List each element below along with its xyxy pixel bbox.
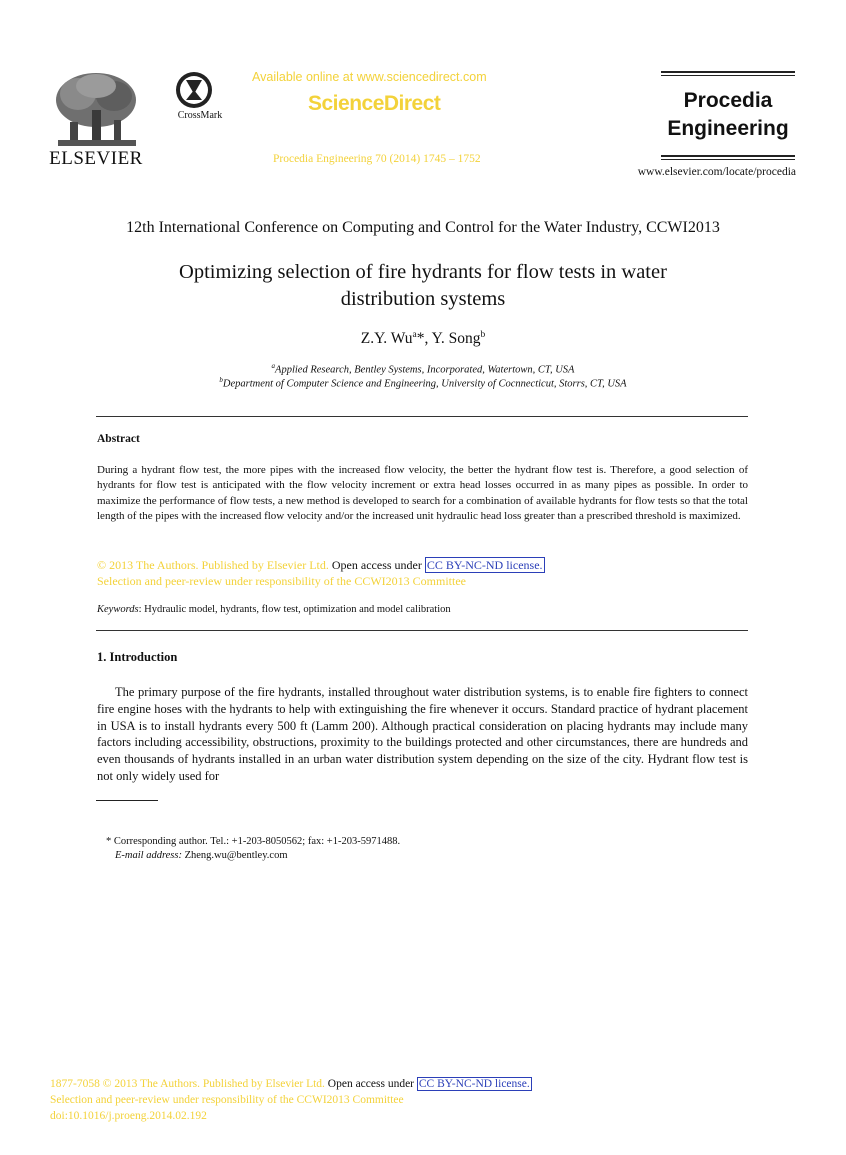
footer-copyright <box>50 1077 532 1091</box>
available-online-text[interactable]: Available online at www.sciencedirect.com <box>252 70 487 84</box>
license-link[interactable]: CC BY-NC-ND license. <box>426 558 543 572</box>
peer-review-text: Selection and peer-review under responsibility of the CCWI2013 Committee <box>97 574 466 588</box>
footer-peer-review: Selection and peer-review under responsibility of the CCWI2013 Committee <box>50 1094 404 1106</box>
elsevier-logo <box>50 70 142 168</box>
journal-title <box>661 87 795 143</box>
journal-url[interactable]: www.elsevier.com/locate/procedia <box>637 166 796 178</box>
open-access-text: Open access under <box>328 558 425 572</box>
crossmark-badge[interactable] <box>172 70 228 126</box>
keywords-label: Keywords <box>97 604 139 615</box>
copyright-text: © 2013 The Authors. Published by Elsevier Ltd. <box>97 558 329 572</box>
divider <box>96 630 748 631</box>
footnote-email <box>115 850 288 861</box>
footer-open-access: Open access under <box>324 1078 417 1090</box>
author-separator: , <box>424 330 432 348</box>
author-affil-mark: a <box>412 330 417 340</box>
intro-text: The primary purpose of the fire hydrants, installed throughout water distribution systems, is to enable fire fighters to connect fire engine hoses with the hydrants to help with extinguishing the fire whenever it occurs. Standard practice of hydrant placement in USA is to install hydrants every 500 ft (Lamm 200). Although practical consideration on placing hydrants may include many factors including accessibility, obstructions, proximity to the buildings protected and other circumstances, there are hundreds and even thousands of hydrants installed in an urban water distribution system depending on the size of the city. Hydrant flow test is not only widely used for <box>97 685 748 783</box>
affiliation <box>0 362 846 376</box>
affiliation <box>0 376 846 390</box>
paper-title <box>120 259 726 313</box>
journal-top-rule <box>661 71 795 73</box>
journal-bottom-rule-thin <box>661 159 795 160</box>
journal-bottom-rule <box>661 155 795 157</box>
footnote-rule <box>96 800 158 801</box>
footer-issn-text: 1877-7058 © 2013 The Authors. Published by Elsevier Ltd. <box>50 1078 325 1090</box>
divider <box>96 416 748 417</box>
affiliation-text: Department of Computer Science and Engineering, University of Cocnnecticut, Storrs, CT, USA <box>222 378 627 390</box>
email-address[interactable]: Zheng.wu@bentley.com <box>181 850 288 861</box>
journal-title-line1: Procedia <box>683 89 773 112</box>
publisher-wordmark: ELSEVIER <box>49 148 143 169</box>
copyright-line <box>97 558 545 573</box>
journal-title-line2: Engineering <box>667 117 789 140</box>
author-affil-mark: b <box>480 330 486 340</box>
paper-title-line1: Optimizing selection of fire hydrants for flow tests in water <box>179 261 667 283</box>
intro-heading: 1. Introduction <box>97 650 178 664</box>
footer-doi[interactable]: doi:10.1016/j.proeng.2014.02.192 <box>50 1110 207 1122</box>
abstract-text: During a hydrant flow test, the more pipes with the increased flow velocity, the better the hydrant flow test is. Therefore, a good selection of hydrants for flow test is anticipated with the flow velocity increment or extra head losses occurred in as many pipes as possible. In order to maximize the performance of flow tests, a new method is developed to search for a combination of available hydrants for flow tests so that the total length of the pipes with the increased flow velocity and/or the increased unit hydraulic head loss greater than a prescribed threshold is maximized. <box>97 464 748 523</box>
crossmark-label: CrossMark <box>177 110 223 121</box>
paper-title-line2: distribution systems <box>340 288 506 310</box>
conference-name: 12th International Conference on Computing and Control for the Water Industry, CCWI2013 <box>126 219 720 236</box>
corresponding-mark: * <box>416 330 425 348</box>
journal-reference: Procedia Engineering 70 (2014) 1745 – 1752 <box>273 153 481 165</box>
author-list <box>0 330 846 348</box>
crossmark-icon <box>172 70 228 110</box>
email-label: E-mail address: <box>115 850 182 861</box>
keywords <box>97 604 451 615</box>
footnote-corresponding: * Corresponding author. Tel.: +1-203-8050562; fax: +1-203-5971488. <box>106 836 401 847</box>
affiliation-mark: b <box>219 376 223 384</box>
journal-top-rule-thin <box>661 75 795 76</box>
affiliation-text: Applied Research, Bentley Systems, Incorporated, Watertown, CT, USA <box>275 364 575 376</box>
affiliation-mark: a <box>271 362 276 370</box>
author-name: Z.Y. Wu <box>360 330 413 348</box>
author-name: Y. Song <box>431 330 481 348</box>
footer-license-link[interactable]: CC BY-NC-ND license. <box>418 1078 530 1090</box>
keywords-text: : Hydraulic model, hydrants, flow test, optimization and model calibration <box>138 604 451 615</box>
sciencedirect-wordmark[interactable]: ScienceDirect <box>308 92 441 115</box>
abstract-heading: Abstract <box>97 433 140 445</box>
